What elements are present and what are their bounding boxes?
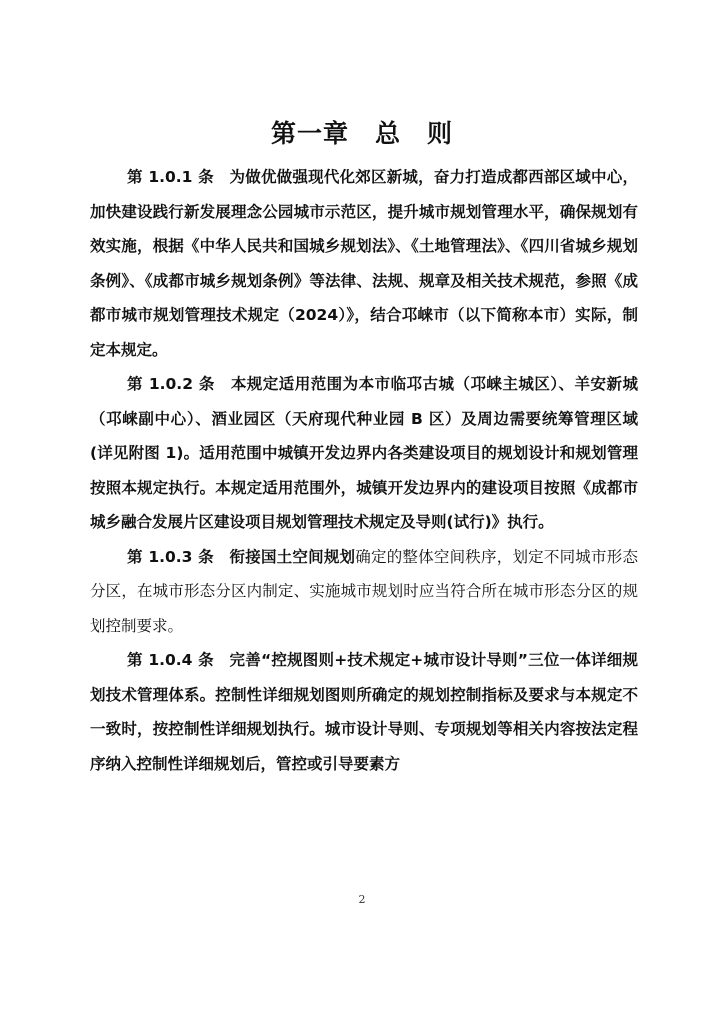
article-text: 完善“控规图则+技术规定+城市设计导则”三位一体详细规划技术管理体系。控制性详细规划图则所确定的规划控制指标及要求与本规定不一致时，按控制性详细规划执行。城市设计导则、专项规划等相关内容按法定程序纳入控制性详细规划后，管控或引导要素方 xyxy=(90,651,638,773)
document-body xyxy=(90,160,638,781)
article-label: 第 1.0.4 条 xyxy=(127,651,214,669)
chapter-title: 第一章 总 则 xyxy=(270,119,453,148)
article-1-0-4 xyxy=(90,643,638,781)
article-text: 为做优做强现代化郊区新城，奋力打造成都西部区域中心，加快建设践行新发展理念公园城市示范区，提升城市规划管理水平，确保规划有效实施，根据《中华人民共和国城乡规划法》、《土地管理法》、《四川省城乡规划条例》、《成都市城乡规划条例》等法律、法规、规章及相关技术规范，参照《成都市城市规划管理技术规定（2024）》，结合邛崃市（以下简称本市）实际，制定本规定。 xyxy=(90,168,638,359)
article-label: 第 1.0.1 条 xyxy=(127,168,214,186)
article-text: 确定的整体空间秩序，划定不同城市形态分区，在城市形态分区内制定、实施城市规划时应当符合所在城市形态分区的规划控制要求。 xyxy=(90,547,638,635)
article-1-0-3 xyxy=(90,540,638,644)
article-label: 第 1.0.3 条 xyxy=(127,547,214,566)
article-text-bold: 衔接国土空间规划 xyxy=(229,547,356,566)
article-text: 本规定适用范围为本市临邛古城（邛崃主城区）、羊安新城（邛崃副中心）、酒业园区（天府现代种业园 B 区）及周边需要统筹管理区域(详见附图 1)。适用范围中城镇开发边界内各类建设项目的规划设计和规划管理按照本规定执行。本规定适用范围外，城镇开发边界内的建设项目按照《成都市城乡融合发展片区建设项目规划管理技术规定及导则(试行)》执行。 xyxy=(90,375,638,531)
article-1-0-2 xyxy=(90,367,638,540)
article-label: 第 1.0.2 条 xyxy=(127,375,215,393)
article-1-0-1 xyxy=(90,160,638,367)
page-number: 2 xyxy=(358,893,366,906)
